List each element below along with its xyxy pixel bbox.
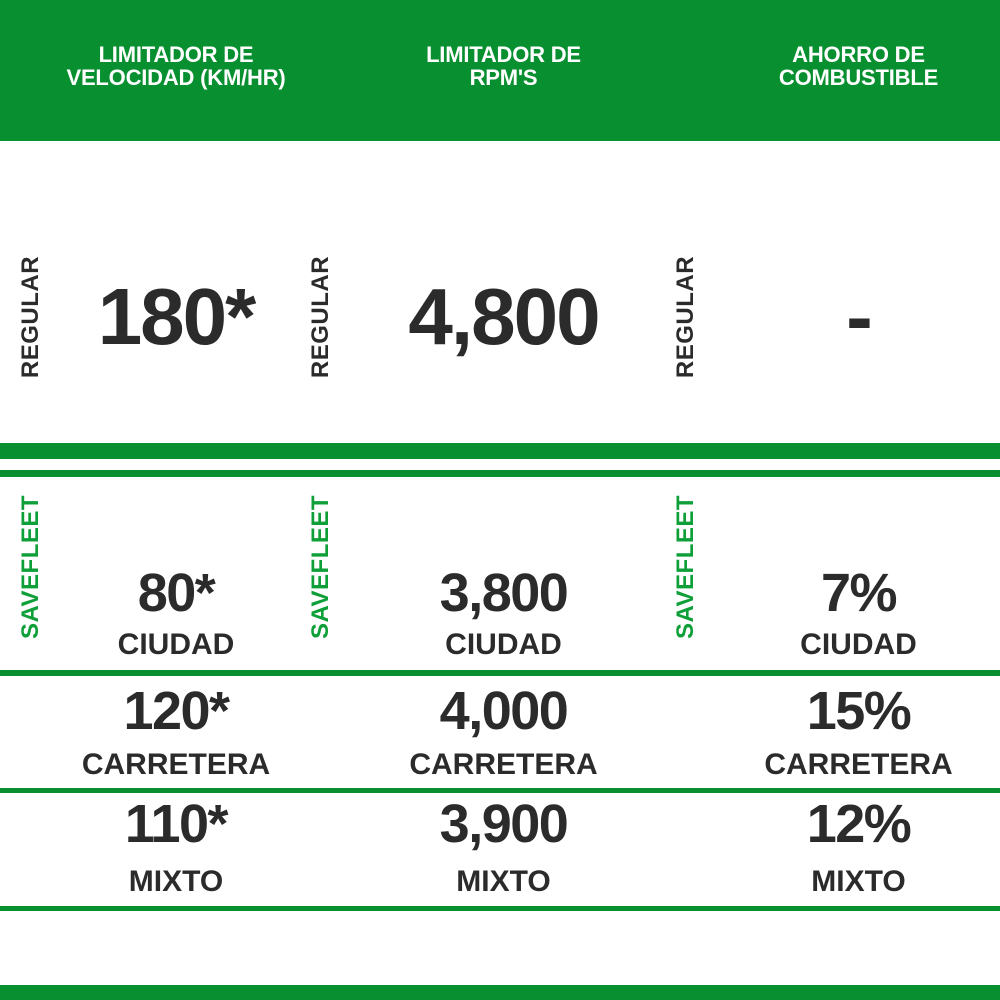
sf-value-mixto-velocidad: 110* [124,794,228,854]
column-header-text [426,43,581,89]
sf-cell-ciudad-combustible [655,477,1000,670]
header-line1: AHORRO DE [792,41,925,67]
sf-value-carretera-rpm: 4,000 [439,681,568,741]
sf-value-carretera-combustible: 15% [806,681,911,741]
savefleet-row-carretera [0,676,1000,788]
sf-cell-mixto-rpm [290,793,655,906]
sf-value-ciudad-rpm: 3,800 [439,563,568,623]
regular-section [0,141,1000,443]
sf-cell-mixto-combustible [655,793,1000,906]
separator-bar-thick [0,443,1000,459]
label-spacer [0,676,62,788]
sf-row-label-mixto: MIXTO [456,865,551,898]
bottom-gap [0,911,1000,985]
sf-row-label-ciudad: CIUDAD [117,628,235,661]
column-header-combustible [655,0,1000,141]
sf-cell-ciudad-rpm [290,477,655,670]
regular-label-vertical: REGULAR [672,255,700,379]
savefleet-row-mixto [0,793,1000,906]
savefleet-label-vertical: SAVEFLEET [307,494,335,639]
column-header-rpm [290,0,655,141]
savefleet-row-ciudad [0,477,1000,670]
header-spacer [290,0,352,141]
header-line2: VELOCIDAD (KM/HR) [66,64,286,90]
sf-value-mixto-rpm: 3,900 [439,794,568,854]
header-spacer [655,0,717,141]
sf-row-label-carretera: CARRETERA [409,748,598,781]
header-spacer [0,0,62,141]
label-spacer [290,793,352,906]
column-header-text [779,43,938,89]
regular-cell-rpm [290,191,655,443]
sf-row-label-mixto: MIXTO [128,865,224,898]
header-line1: LIMITADOR DE [426,41,581,67]
header-line1: LIMITADOR DE [98,41,254,67]
column-header-text [66,43,285,89]
label-spacer [655,676,717,788]
regular-label-vertical: REGULAR [307,255,335,379]
separator-gap [0,459,1000,470]
header-band [0,0,1000,141]
sf-row-label-mixto: MIXTO [811,865,906,898]
sf-cell-ciudad-velocidad [0,477,290,670]
sf-cell-carretera-combustible [655,676,1000,788]
regular-value-rpm: 4,800 [408,272,599,361]
separator-bar-thin [0,470,1000,477]
sf-value-ciudad-velocidad: 80* [137,563,215,623]
savefleet-label-vertical: SAVEFLEET [17,494,45,639]
regular-label-vertical: REGULAR [17,255,45,379]
regular-cell-combustible [655,191,1000,443]
regular-value-combustible: - [846,272,871,361]
label-spacer [655,793,717,906]
sf-value-carretera-velocidad: 120* [123,681,229,741]
label-spacer [0,793,62,906]
sf-row-label-ciudad: CIUDAD [445,628,562,661]
label-spacer [290,676,352,788]
regular-value-velocidad: 180* [97,272,255,361]
sf-row-label-ciudad: CIUDAD [800,628,917,661]
regular-cell-velocidad [0,191,290,443]
bottom-bar [0,985,1000,1000]
sf-row-label-carretera: CARRETERA [764,748,953,781]
header-line2: RPM'S [469,64,538,90]
sf-value-mixto-combustible: 12% [806,794,911,854]
sf-cell-carretera-rpm [290,676,655,788]
sf-cell-carretera-velocidad [0,676,290,788]
header-line2: COMBUSTIBLE [778,64,939,90]
sf-value-ciudad-combustible: 7% [820,563,897,623]
savefleet-label-vertical: SAVEFLEET [672,494,700,639]
column-header-velocidad [0,0,290,141]
sf-cell-mixto-velocidad [0,793,290,906]
sf-row-label-carretera: CARRETERA [81,748,271,781]
